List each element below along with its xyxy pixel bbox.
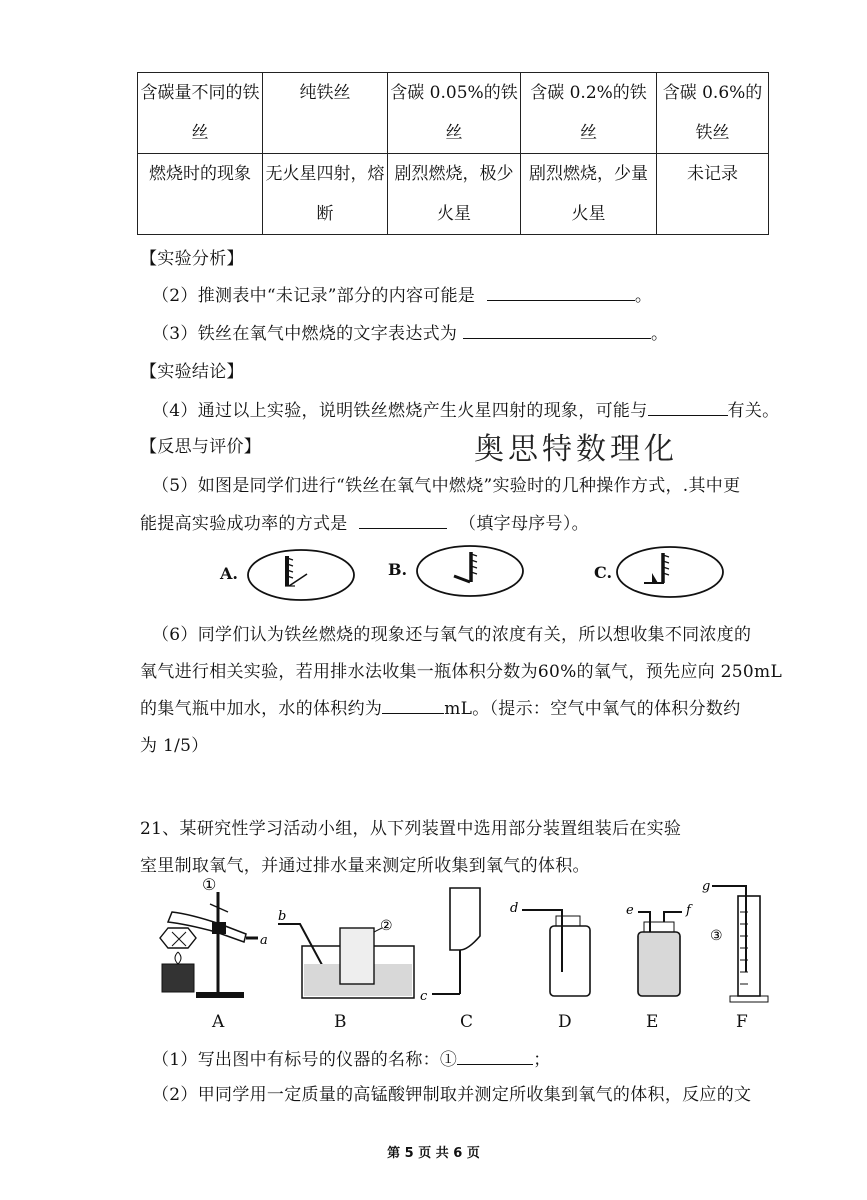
question-text: （填字母序号）。 [459,514,589,534]
table-cell: 燃烧时的现象 [138,154,263,235]
question-21-1 [152,1045,551,1070]
port-letter-d: d [510,901,519,916]
apparatus-f [702,879,768,1002]
apparatus-label-f: F [736,1012,748,1032]
question-end: ； [533,1050,551,1070]
question-5-line1: （5）如图是同学们进行“铁丝在氧气中燃烧”实验时的几种操作方式，.其中更 [152,476,741,496]
question-6-line2: 氧气进行相关实验，若用排水法收集一瓶体积分数为60%的氧气，预先应向 250mL [140,662,783,682]
question-text: 的集气瓶中加水，水的体积约为 [140,699,383,719]
apparatus-diagram [150,872,790,1007]
question-text: （2）推测表中“未记录”部分的内容可能是 [152,286,476,306]
question-text: （3）铁丝在氧气中燃烧的文字表达式为 [152,324,458,344]
port-letter-f: f [686,903,691,918]
section-heading-reflection: 【反思与评价】 [140,437,262,457]
answer-blank[interactable] [359,512,447,529]
option-a-figure [245,546,357,604]
question-end: 。 [650,324,669,344]
answer-blank[interactable] [648,399,728,416]
option-label-a: A. [220,564,238,583]
table-cell: 含碳 0.05%的铁丝 [388,73,521,154]
apparatus-a [160,875,268,998]
question-text: 能提高实验成功率的方式是 [140,514,348,534]
apparatus-label-a: A [212,1012,225,1032]
table-cell: 无火星四射，熔断 [263,154,388,235]
table-cell: 未记录 [657,154,769,235]
question-6-line4: 为 1/5） [140,736,209,756]
experiment-table [137,72,769,235]
question-text: mL。（提示：空气中氧气的体积分数约 [444,699,741,719]
question-2 [152,281,652,306]
table-row [138,73,769,154]
table-cell: 含碳 0.6%的铁丝 [657,73,769,154]
question-text: （4）通过以上实验，说明铁丝燃烧产生火星四射的现象，可能与 [152,401,648,421]
apparatus-b [278,909,414,998]
question-5-line2 [140,509,589,534]
apparatus-label-e: E [646,1012,659,1032]
port-letter-a: a [260,933,268,948]
port-letter-b: b [278,909,287,924]
option-c-figure [614,543,726,601]
question-4 [152,396,779,421]
table-cell: 剧烈燃烧，少量火星 [521,154,657,235]
question-end: 。 [634,286,653,306]
answer-blank[interactable] [457,1048,533,1065]
marker-2: ② [380,918,393,934]
table-cell: 含碳 0.2%的铁丝 [521,73,657,154]
section-heading-conclusion: 【实验结论】 [140,362,244,382]
apparatus-label-b: B [334,1012,347,1032]
apparatus-label-c: C [460,1012,474,1032]
marker-1: ① [202,875,217,894]
port-letter-e: e [626,903,634,918]
option-b-figure [414,542,526,600]
table-cell: 剧烈燃烧，极少火星 [388,154,521,235]
question-text: （1）写出图中有标号的仪器的名称：① [152,1050,458,1070]
apparatus-d [510,901,590,996]
port-letter-c: c [420,989,428,1004]
option-label-b: B. [388,560,408,579]
question-21-2: （2）甲同学用一定质量的高锰酸钾制取并测定所收集到氧气的体积，反应的文 [152,1085,752,1105]
question-3 [152,319,668,344]
option-label-c: C. [594,563,613,582]
table-cell: 含碳量不同的铁丝 [138,73,263,154]
answer-blank[interactable] [487,284,635,301]
watermark-text: 奥思特数理化 [474,432,678,467]
question-end: 有关。 [727,401,780,421]
table-row [138,154,769,235]
answer-blank[interactable] [463,322,651,339]
question-21-line2: 室里制取氧气，并通过排水量来测定所收集到氧气的体积。 [140,856,590,876]
answer-blank[interactable] [382,697,444,714]
table-cell: 纯铁丝 [263,73,388,154]
page-footer: 第 5 页 共 6 页 [387,1146,480,1161]
section-heading-analysis: 【实验分析】 [140,249,244,269]
question-6-line3 [140,694,741,719]
marker-3: ③ [710,928,723,944]
apparatus-label-d: D [558,1012,572,1032]
port-letter-g: g [702,879,711,894]
question-6-line1: （6）同学们认为铁丝燃烧的现象还与氧气的浓度有关，所以想收集不同浓度的 [152,625,752,645]
apparatus-e [626,903,693,996]
apparatus-c [420,888,480,1004]
question-21-line1: 21、某研究性学习活动小组，从下列装置中选用部分装置组装后在实验 [140,819,682,839]
